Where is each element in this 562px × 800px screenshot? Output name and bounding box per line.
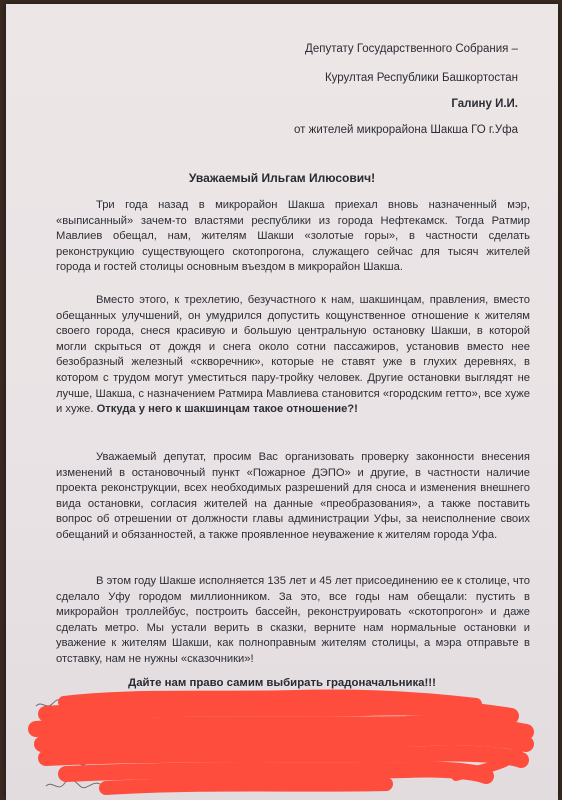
paragraph-2 — [56, 293, 530, 418]
paragraph-2-text: Вместо этого, к трехлетию, безучастного к нам, шакшинцам, правления, вместо обещанных улучшений, он умудрился допустить кощунственное отношение к жителям своего города, снеся красивую и большую центральную остановку Шакши, в которой могли скрыться от дождя и снега около сотни пассажиров, установив вместо нее безобразный железный «скворечник», которые не ставят уже в глухих деревнях, в котором с трудом могут уместиться пару-тройку человек. Другие остановки выглядят не лучше, Шакша, с назначением Ратмира Мавлиева становится «городским гетто», все хуже и хуже. — [56, 294, 530, 416]
paragraph-3: Уважаемый депутат, просим Вас организовать проверку законности внесения изменений в остановочный пункт «Пожарное ДЭПО» и другие, в частности наличие проекта реконструкции, всех необходимых разрешений для сноса и изменения внешнего вида остановки, согласия жителей на данные «преобразования», а также поставить вопрос об отрешении от должности главы администрации Уфы, за неисполнение своих обещаний и обязанностей, а также проявленное неуважение к жителям города Уфа. — [56, 451, 530, 541]
addressee-name: Галину И.И. — [451, 98, 518, 110]
paragraph-1: Три года назад в микрорайон Шакша приехал вновь назначенный мэр, «выписанный» зачем-то властями республики из города Нефтекамск. Тогда Ратмир Мавлиев обещал, нам, жителям Шакши «золотые горы», в частности сделать реконструкцию существующего скотопрогона, служащего сейчас для тысяч жителей города и гостей столицы основным въездом в микрорайон Шакша. — [56, 199, 530, 274]
redacted-signatures — [6, 684, 558, 800]
letter-sheet — [6, 4, 558, 800]
paragraph-2-bold-question: Откуда у него к шакшинцам такое отношение?! — [96, 403, 358, 416]
greeting: Уважаемый Ильгам Илюсович! — [188, 171, 376, 185]
closing-slogan: Дайте нам право самим выбирать градоначальника!!! — [128, 677, 436, 689]
paragraph-4: В этом году Шакше исполняется 135 лет и 45 лет присоединению ее к столице, что сделало Уфу городом миллионником. За это, все годы нам обещали: пустить в микрорайон троллейбус, построить бассейн, реконструировать «скотопрогон» и даже сделать метро. Мы устали верить в сказки, верните нам нормальные остановки и уважение к жителям Шакши, как полноправным жителям столицы, а мэра отправьте в отставку, нам не нужны «сказочники»! — [56, 575, 530, 665]
addressee-line-1: Депутату Государственного Собрания – — [305, 43, 518, 55]
addressee-line-2: Курултая Республики Башкортостан — [324, 72, 518, 84]
red-redaction-marks — [36, 695, 526, 788]
sender-line: от жителей микрорайона Шакша ГО г.Уфа — [294, 124, 518, 136]
